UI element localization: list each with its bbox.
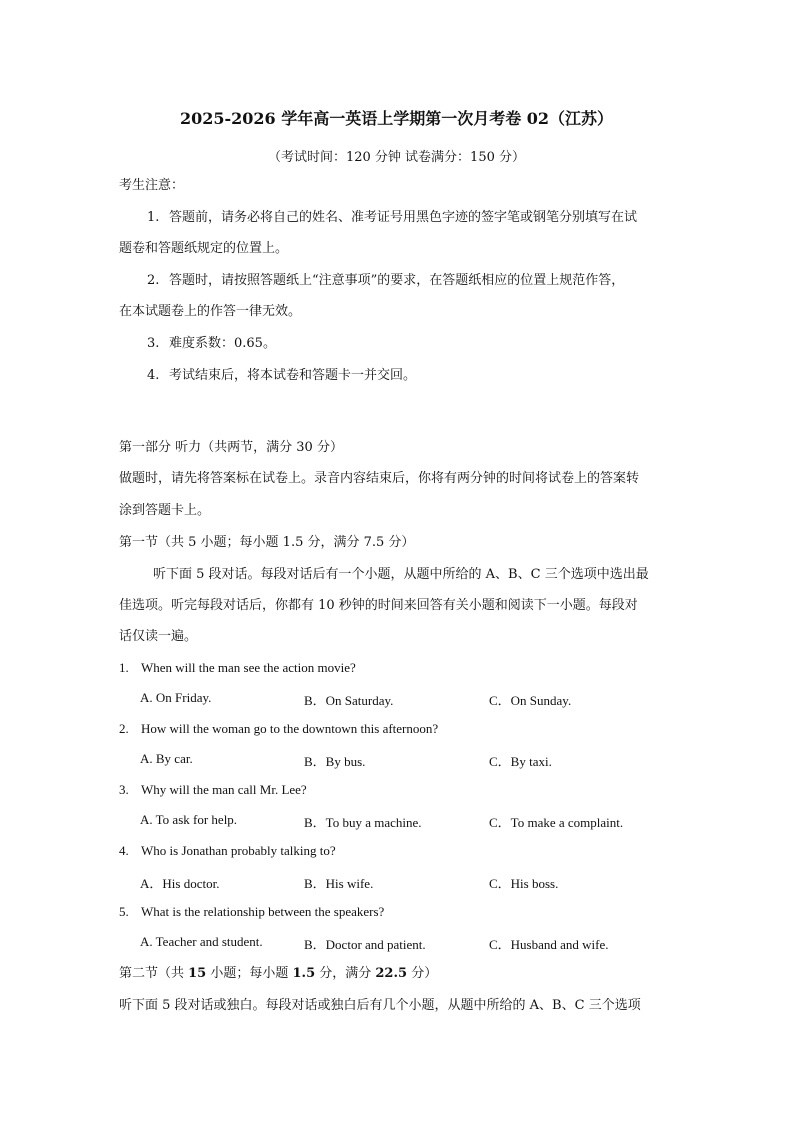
question-text: What is the relationship between the speakers? xyxy=(141,904,385,919)
question-number: 3. xyxy=(119,782,129,797)
notice-item-number: 3. xyxy=(147,336,160,351)
option-c: C．On Sunday. xyxy=(489,693,572,708)
part1-intro-continued: 涂到答题卡上。 xyxy=(119,503,211,518)
option-a: A. By car. xyxy=(140,751,193,766)
question-text: How will the woman go to the downtown this afternoon? xyxy=(141,721,439,736)
exam-subtitle: （考试时间：120 分钟 试卷满分：150 分） xyxy=(267,150,526,165)
notice-heading: 考生注意： xyxy=(119,178,185,193)
section1-heading: 第一节（共 5 小题；每小题 1.5 分，满分 7.5 分） xyxy=(119,535,415,550)
notice-item-number: 2. xyxy=(147,273,160,288)
option-c: C．Husband and wife. xyxy=(489,937,609,952)
question-text: When will the man see the action movie? xyxy=(141,660,356,675)
question-text: Why will the man call Mr. Lee? xyxy=(141,782,307,797)
part1-heading: 第一部分 听力（共两节，满分 30 分） xyxy=(119,440,343,455)
notice-item-number: 4. xyxy=(147,368,160,383)
notice-item-4 xyxy=(147,367,416,385)
option-a: A. To ask for help. xyxy=(140,812,238,827)
option-c: C．By taxi. xyxy=(489,754,552,769)
option-a: A．His doctor. xyxy=(140,876,220,891)
option-b: B．On Saturday. xyxy=(304,693,394,708)
section2-heading: 第二节（共 15 小题；每小题 1.5 分，满分 22.5 分） xyxy=(119,966,438,981)
option-a: A. On Friday. xyxy=(140,690,212,705)
question-number: 2. xyxy=(119,721,129,736)
section1-intro: 听下面 5 段对话。每段对话后有一个小题，从题中所给的 A、B、C 三个选项中选出最 xyxy=(153,567,649,582)
section1-intro-end: 话仅读一遍。 xyxy=(119,629,198,644)
option-b: B．Doctor and patient. xyxy=(304,937,426,952)
section2-intro: 听下面 5 段对话或独白。每段对话或独白后有几个小题，从题中所给的 A、B、C 三个选项 xyxy=(119,998,641,1013)
notice-item-text: 考试结束后，将本试卷和答题卡一并交回。 xyxy=(169,368,417,383)
exam-title: 2025-2026 学年高一英语上学期第一次月考卷 02（江苏） xyxy=(179,109,614,128)
section1-intro-continued: 佳选项。听完每段对话后，你都有 10 秒钟的时间来回答有关小题和阅读下一小题。每段对 xyxy=(119,598,638,613)
notice-item-text: 答题前，请务必将自己的姓名、准考证号用黑色字迹的签字笔或钢笔分别填写在试 xyxy=(169,210,638,225)
option-b: B．By bus. xyxy=(304,754,366,769)
option-c: C．To make a complaint. xyxy=(489,815,624,830)
option-c: C．His boss. xyxy=(489,876,559,891)
notice-item-text: 难度系数：0.65。 xyxy=(169,336,276,351)
option-b: B．His wife. xyxy=(304,876,374,891)
question-number: 4. xyxy=(119,843,129,858)
notice-item-text-continued: 题卷和答题纸规定的位置上。 xyxy=(119,241,289,256)
option-a: A. Teacher and student. xyxy=(140,934,263,949)
part1-intro: 做题时，请先将答案标在试卷上。录音内容结束后，你将有两分钟的时间将试卷上的答案转 xyxy=(119,471,640,486)
question-number: 5. xyxy=(119,904,129,919)
question-text: Who is Jonathan probably talking to? xyxy=(141,843,336,858)
notice-item-number: 1. xyxy=(147,210,160,225)
notice-item-text-continued: 在本试题卷上的作答一律无效。 xyxy=(119,304,302,319)
option-b: B．To buy a machine. xyxy=(304,815,422,830)
question-number: 1. xyxy=(119,660,129,675)
notice-item-3 xyxy=(147,335,276,353)
notice-item-text: 答题时，请按照答题纸上“注意事项”的要求，在答题纸相应的位置上规范作答， xyxy=(169,273,625,288)
